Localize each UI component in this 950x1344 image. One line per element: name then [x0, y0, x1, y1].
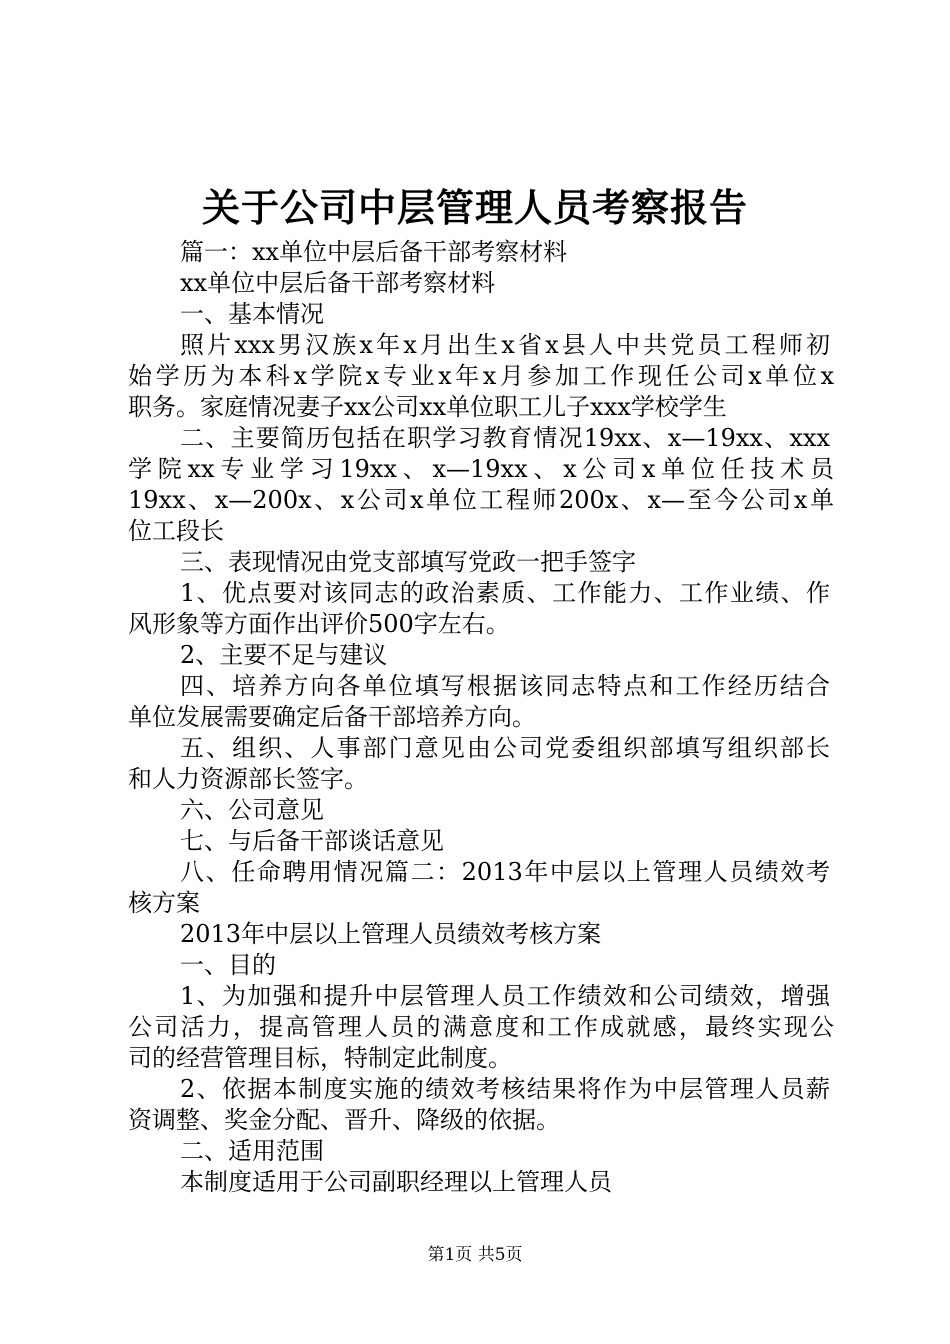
body-line: 四、培养方向各单位填写根据该同志特点和工作经历结合	[180, 672, 830, 700]
body-line: 一、基本情况	[180, 300, 324, 328]
body-line: 资调整、奖金分配、晋升、降级的依据。	[128, 1106, 560, 1134]
body-line: 学院xx专业学习19xx、x—19xx、x公司x单位任技术员	[128, 455, 834, 483]
body-line: 七、与后备干部谈话意见	[180, 827, 444, 855]
body-line: 二、适用范围	[180, 1137, 324, 1165]
body-line: 六、公司意见	[180, 796, 324, 824]
body-line: 2、主要不足与建议	[180, 641, 388, 669]
body-line: 司的经营管理目标，特制定此制度。	[128, 1044, 512, 1072]
body-line: 1、优点要对该同志的政治素质、工作能力、工作业绩、作	[180, 579, 830, 607]
body-line: 公司活力，提高管理人员的满意度和工作成就感，最终实现公	[128, 1013, 834, 1041]
body-line: 位工段长	[128, 517, 224, 545]
body-line: 职务。家庭情况妻子xx公司xx单位职工儿子xxx学校学生	[128, 393, 727, 421]
body-line: 始学历为本科x学院x专业x年x月参加工作现任公司x单位x	[128, 362, 834, 390]
body-line: 2、依据本制度实施的绩效考核结果将作为中层管理人员薪	[180, 1075, 830, 1103]
body-line: 一、目的	[180, 951, 276, 979]
body-line: 19xx、x—200x、x公司x单位工程师200x、x—至今公司x单	[128, 486, 834, 514]
body-line: 核方案	[128, 889, 200, 917]
body-line: 1、为加强和提升中层管理人员工作绩效和公司绩效，增强	[180, 982, 830, 1010]
body-line: 五、组织、人事部门意见由公司党委组织部填写组织部长	[180, 734, 830, 762]
page-title: 关于公司中层管理人员考察报告	[201, 185, 748, 230]
body-line: 三、表现情况由党支部填写党政一把手签字	[180, 548, 636, 576]
body-line: 八、任命聘用情况篇二：2013年中层以上管理人员绩效考	[180, 858, 830, 886]
body-line: 照片xxx男汉族x年x月出生x省x县人中共党员工程师初	[180, 331, 830, 359]
body-line: 和人力资源部长签字。	[128, 765, 368, 793]
body-line: 单位发展需要确定后备干部培养方向。	[128, 703, 536, 731]
page-footer: 第1页 共5页	[427, 1245, 523, 1265]
body-line: 本制度适用于公司副职经理以上管理人员	[180, 1168, 612, 1196]
body-line: 2013年中层以上管理人员绩效考核方案	[180, 920, 602, 948]
body-line: xx单位中层后备干部考察材料	[180, 269, 496, 297]
body-line: 风形象等方面作出评价500字左右。	[128, 610, 510, 638]
body-line: 篇一：xx单位中层后备干部考察材料	[180, 238, 568, 266]
body-line: 二、主要简历包括在职学习教育情况19xx、x—19xx、xxx	[180, 424, 830, 452]
